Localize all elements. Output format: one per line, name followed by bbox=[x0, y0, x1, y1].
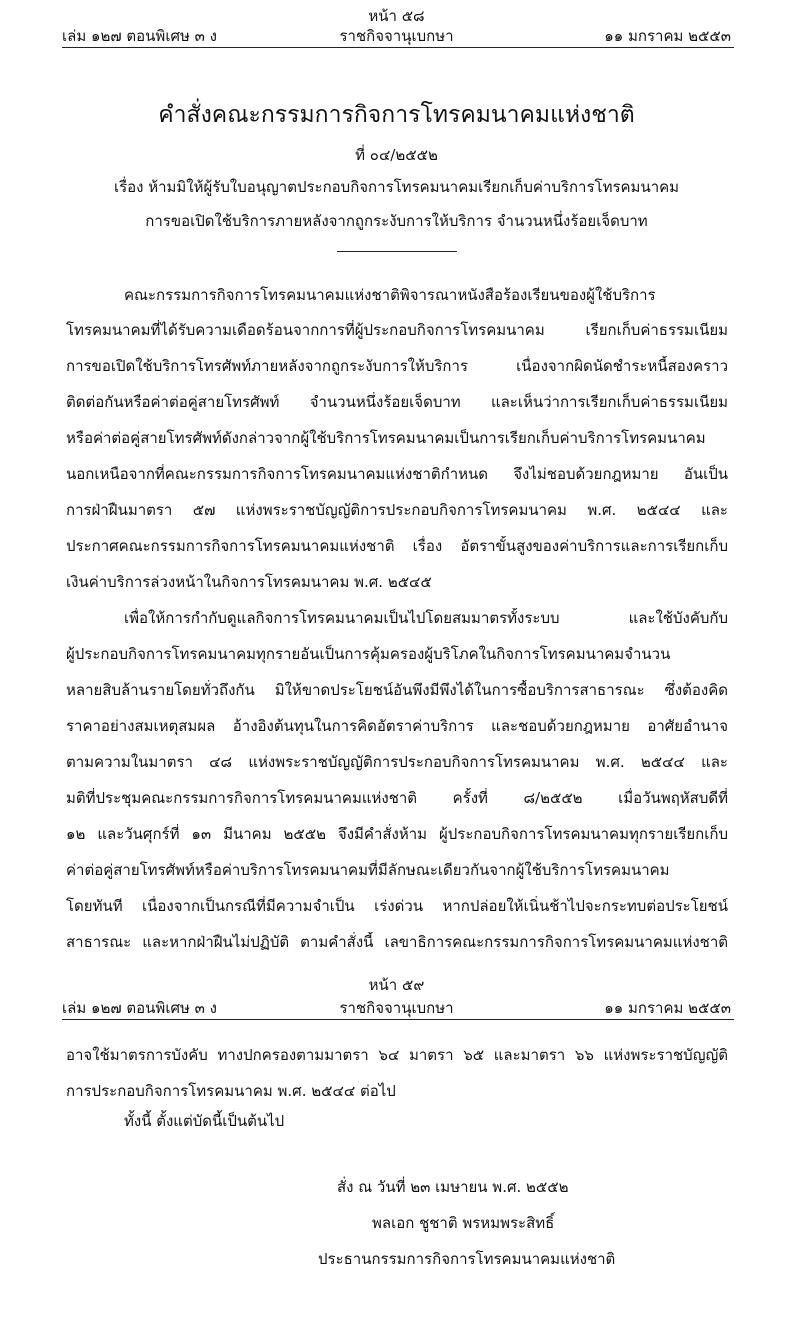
paragraph-1-line: เงินค่าบริการล่วงหน้าในกิจการโทรคมนาคม พ.ศ. ๒๕๔๕ bbox=[66, 573, 432, 591]
gazette-date: ๑๑ มกราคม ๒๕๕๓ bbox=[604, 27, 731, 45]
signing-date: สั่ง ณ วันที่ ๒๓ เมษายน พ.ศ. ๒๕๕๒ bbox=[337, 1178, 569, 1196]
order-subject-line-2: การขอเปิดใช้บริการภายหลังจากถูกระงับการให้บริการ จำนวนหนึ่งร้อยเจ็ดบาท bbox=[145, 212, 648, 230]
paragraph-2-line: ผู้ประกอบกิจการโทรคมนาคมทุกรายอันเป็นการคุ้มครองผู้บริโภคในกิจการโทรคมนาคมจำนวน bbox=[66, 645, 671, 663]
order-subject-line-1: เรื่อง ห้ามมิให้ผู้รับใบอนุญาตประกอบกิจการโทรคมนาคมเรียกเก็บค่าบริการโทรคมนาคม bbox=[113, 178, 680, 196]
page-number-top: หน้า ๕๘ bbox=[368, 7, 425, 25]
paragraph-1-line: หรือค่าต่อคู่สายโทรศัพท์ดังกล่าวจากผู้ใช้บริการโทรคมนาคมเป็นการเรียกเก็บค่าบริการโทรคมนาคม bbox=[66, 429, 706, 447]
paragraph-2-line: หลายสิบล้านรายโดยทั่วถึงกัน มิให้ขาดประโยชน์อันพึงมีพึงได้ในการซื้อบริการสาธารณะ ซึ่งต้องคิด bbox=[66, 681, 728, 699]
paragraph-2-line: เพื่อให้การกำกับดูแลกิจการโทรคมนาคมเป็นไปโดยสมมาตรทั้งระบบ และใช้บังคับกับ bbox=[124, 609, 728, 627]
signatory-position: ประธานกรรมการกิจการโทรคมนาคมแห่งชาติ bbox=[318, 1250, 616, 1268]
paragraph-1-line: คณะกรรมการกิจการโทรคมนาคมแห่งชาติพิจารณาหนังสือร้องเรียนของผู้ใช้บริการ bbox=[124, 286, 656, 304]
paragraph-1-line: การขอเปิดใช้บริการโทรศัพท์ภายหลังจากถูกระงับการให้บริการ เนื่องจากผิดนัดชำระหนี้สองคราว bbox=[66, 357, 728, 375]
paragraph-2-line: โดยทันที เนื่องจากเป็นกรณีที่มีความจำเป็น เร่งด่วน หากปล่อยให้เนิ่นช้าไปจะกระทบต่อประโยชน์ bbox=[66, 897, 728, 915]
paragraph-2-line: ตามความในมาตรา ๔๘ แห่งพระราชบัญญัติการประกอบกิจการโทรคมนาคม พ.ศ. ๒๕๔๔ และ bbox=[66, 753, 728, 771]
title-divider bbox=[337, 251, 457, 252]
paragraph-2-continued-line: อาจใช้มาตรการบังคับ ทางปกครองตามมาตรา ๖๔ มาตรา ๖๕ และมาตรา ๖๖ แห่งพระราชบัญญัติ bbox=[66, 1046, 728, 1064]
page-number-second: หน้า ๕๙ bbox=[368, 976, 425, 994]
gazette-date: ๑๑ มกราคม ๒๕๕๓ bbox=[604, 999, 731, 1017]
gazette-name: ราชกิจจานุเบกษา bbox=[339, 999, 454, 1017]
paragraph-2-line: ราคาอย่างสมเหตุสมผล อ้างอิงต้นทุนในการคิดอัตราค่าบริการ และชอบด้วยกฎหมาย อาศัยอำนาจ bbox=[66, 717, 728, 735]
paragraph-1-line: นอกเหนือจากที่คณะกรรมการกิจการโทรคมนาคมแห่งชาติกำหนด จึงไม่ชอบด้วยกฎหมาย อันเป็น bbox=[66, 465, 728, 483]
paragraph-1-line: โทรคมนาคมที่ได้รับความเดือดร้อนจากการที่ผู้ประกอบกิจการโทรคมนาคม เรียกเก็บค่าธรรมเนียม bbox=[66, 321, 728, 339]
paragraph-2-line: สาธารณะ และหากฝ่าฝืนไม่ปฏิบัติ ตามคำสั่งนี้ เลขาธิการคณะกรรมการกิจการโทรคมนาคมแห่งชาติ bbox=[66, 933, 728, 951]
paragraph-2-line: ๑๒ และวันศุกร์ที่ ๑๓ มีนาคม ๒๕๕๒ จึงมีคำสั่งห้าม ผู้ประกอบกิจการโทรคมนาคมทุกรายเรียกเก็บ bbox=[66, 825, 728, 843]
order-title: คำสั่งคณะกรรมการกิจการโทรคมนาคมแห่งชาติ bbox=[158, 102, 635, 128]
header-rule bbox=[62, 1019, 734, 1020]
gazette-volume: เล่ม ๑๒๗ ตอนพิเศษ ๓ ง bbox=[62, 999, 217, 1017]
paragraph-2-continued-line: การประกอบกิจการโทรคมนาคม พ.ศ. ๒๕๔๔ ต่อไป bbox=[66, 1082, 396, 1100]
paragraph-2-line: มติที่ประชุมคณะกรรมการกิจการโทรคมนาคมแห่งชาติ ครั้งที่ ๘/๒๕๕๒ เมื่อวันพฤหัสบดีที่ bbox=[66, 789, 728, 807]
signatory-name: พลเอก ชูชาติ พรหมพระสิทธิ์ bbox=[372, 1214, 555, 1232]
effective-clause: ทั้งนี้ ตั้งแต่บัดนี้เป็นต้นไป bbox=[124, 1112, 285, 1130]
header-rule bbox=[62, 47, 734, 48]
order-number: ที่ ๐๔/๒๕๕๒ bbox=[355, 146, 438, 164]
paragraph-1-line: ประกาศคณะกรรมการกิจการโทรคมนาคมแห่งชาติ เรื่อง อัตราขั้นสูงของค่าบริการและการเรียกเก็บ bbox=[66, 537, 728, 555]
paragraph-2-line: ค่าต่อคู่สายโทรศัพท์หรือค่าบริการโทรคมนาคมที่มีลักษณะเดียวกันจากผู้ใช้บริการโทรคมนาคม bbox=[66, 861, 670, 879]
paragraph-1-line: ติดต่อกันหรือค่าต่อคู่สายโทรศัพท์ จำนวนหนึ่งร้อยเจ็ดบาท และเห็นว่าการเรียกเก็บค่าธรรมเนียม bbox=[66, 393, 728, 411]
paragraph-1-line: การฝ่าฝืนมาตรา ๕๗ แห่งพระราชบัญญัติการประกอบกิจการโทรคมนาคม พ.ศ. ๒๕๔๔ และ bbox=[66, 501, 728, 519]
gazette-name: ราชกิจจานุเบกษา bbox=[339, 27, 454, 45]
gazette-volume: เล่ม ๑๒๗ ตอนพิเศษ ๓ ง bbox=[62, 27, 217, 45]
